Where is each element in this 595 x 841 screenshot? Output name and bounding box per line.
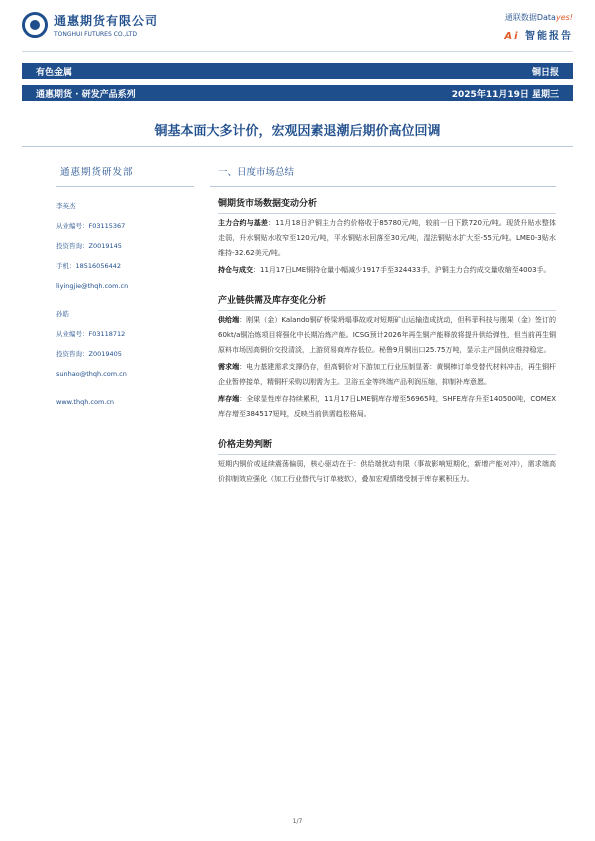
brand-top [504, 12, 573, 23]
paragraph-label: 供给端 [218, 316, 240, 324]
header-divider [22, 51, 573, 52]
paragraph-text: ：电力基建需求支撑仍存，但高铜价对下游加工行业压制显著：黄铜棒订单受替代材料冲击，再生铜杆企业暂停接单，精铜杆采购以刚需为主。卫浴五金等终端产品利润压缩，抑制补库意愿。 [218, 363, 557, 386]
block-market-data [218, 187, 556, 278]
paragraph-text: ：全球显性库存持续累积，11月17日LME铜库存增至56965吨，SHFE库存升至140500吨，COMEX库存增至384517短吨，反映当前供需趋松格局。 [218, 395, 557, 418]
paragraph [218, 360, 556, 390]
paragraph-text: ：11月18日沪铜主力合约价格收于85780元/吨，较前一日下跌720元/吨。现货升贴水整体走弱，升水铜贴水收窄至120元/吨，平水铜贴水回落至30元/吨，湿法铜贴水扩大至-55元/吨。LME0-3贴水维持-32.62美元/吨。 [218, 219, 556, 257]
sidebar [56, 158, 194, 407]
paragraph-label: 需求端 [218, 363, 240, 371]
block-heading: 价格走势判断 [218, 428, 556, 455]
company-name-en: TONGHUI FUTURES CO.,LTD [54, 31, 137, 38]
company-name-cn: 通惠期货有限公司 [54, 14, 159, 28]
analyst-1 [56, 201, 194, 291]
paragraph [218, 313, 556, 358]
company-logo-icon [22, 12, 48, 38]
report-date: 2025年11月19日 星期三 [451, 89, 559, 100]
brand-top-suffix: yes! [555, 13, 573, 22]
series-label: 通惠期货 · 研发产品系列 [36, 89, 136, 100]
analyst-consult-id: 投资咨询：Z0019145 [56, 242, 122, 250]
brand-report-text: 智能报告 [525, 31, 573, 42]
block-price-outlook [218, 428, 556, 487]
analyst-license: 从业编号：F03118712 [56, 330, 126, 338]
analyst-name: 李英杰 [56, 202, 76, 210]
analyst-2 [56, 309, 194, 379]
paragraph-text: ：刚果（金）Kalando铜矿桥梁坍塌事故或对短期矿山运输造成扰动，但科菲科技与刚果（金）签订的60kt/a铜冶炼项目将强化中长期冶炼产能。ICSG预计2026年再生铜产能释放将提升供给弹性，但当前再生铜原料市场因高铜价交投清淡，上游贸易商库存低位。秘鲁9月铜出口25.75万吨，显示主产国供应维持稳定。 [218, 316, 557, 354]
block-supply-demand [218, 284, 556, 422]
sidebar-heading: 通惠期货研发部 [56, 158, 194, 187]
website-link[interactable]: www.thqh.com.cn [56, 398, 115, 406]
category-label: 有色金属 [36, 67, 73, 78]
paragraph [218, 216, 556, 261]
analyst-consult-id: 投资咨询：Z0019405 [56, 350, 122, 358]
block-heading: 铜期货市场数据变动分析 [218, 187, 556, 214]
paragraph-label: 持仓与成交 [218, 266, 253, 274]
analyst-license: 从业编号：F03115367 [56, 222, 126, 230]
paragraph-label: 主力合约与基差 [218, 219, 269, 227]
analyst-name: 孙皓 [56, 310, 69, 318]
company-logo-text [54, 12, 158, 38]
report-type-label: 铜日报 [531, 67, 559, 78]
brand-logo [504, 12, 573, 42]
paragraph [218, 392, 556, 422]
company-logo [22, 12, 158, 38]
paragraph-text: 短期内铜价或延续震荡偏弱，核心驱动在于：供给端扰动有限（事故影响短期化，新增产能对冲），需求端高价抑制效应强化（加工行业替代与订单疲软），叠加宏观情绪受制于库存累积压力。 [218, 460, 556, 483]
block-heading: 产业链供需及库存变化分析 [218, 284, 556, 311]
category-bar [22, 63, 573, 79]
brand-bottom [504, 27, 573, 42]
paragraph-label: 库存端 [218, 395, 240, 403]
paragraph [218, 263, 556, 278]
ai-icon: Ai [504, 31, 520, 42]
page-number: 1/7 [292, 818, 303, 825]
page-title: 铜基本面大多计价，宏观因素退潮后期价高位回调 [154, 124, 441, 139]
analyst-phone: 手机：18516056442 [56, 262, 121, 270]
section-heading: 一、日度市场总结 [210, 158, 556, 187]
paragraph-text: ：11月17日LME铜持仓量小幅减少1917手至324433手，沪铜主力合约成交量收缩至4003手。 [253, 266, 551, 274]
title-divider [22, 146, 573, 147]
brand-top-text: 通联数据Data [504, 13, 556, 22]
analyst-email[interactable]: sunhao@thqh.com.cn [56, 370, 127, 378]
paragraph [218, 457, 556, 487]
analyst-email[interactable]: liyingjie@thqh.com.cn [56, 282, 129, 290]
main-content [218, 158, 556, 487]
series-bar [22, 85, 573, 101]
